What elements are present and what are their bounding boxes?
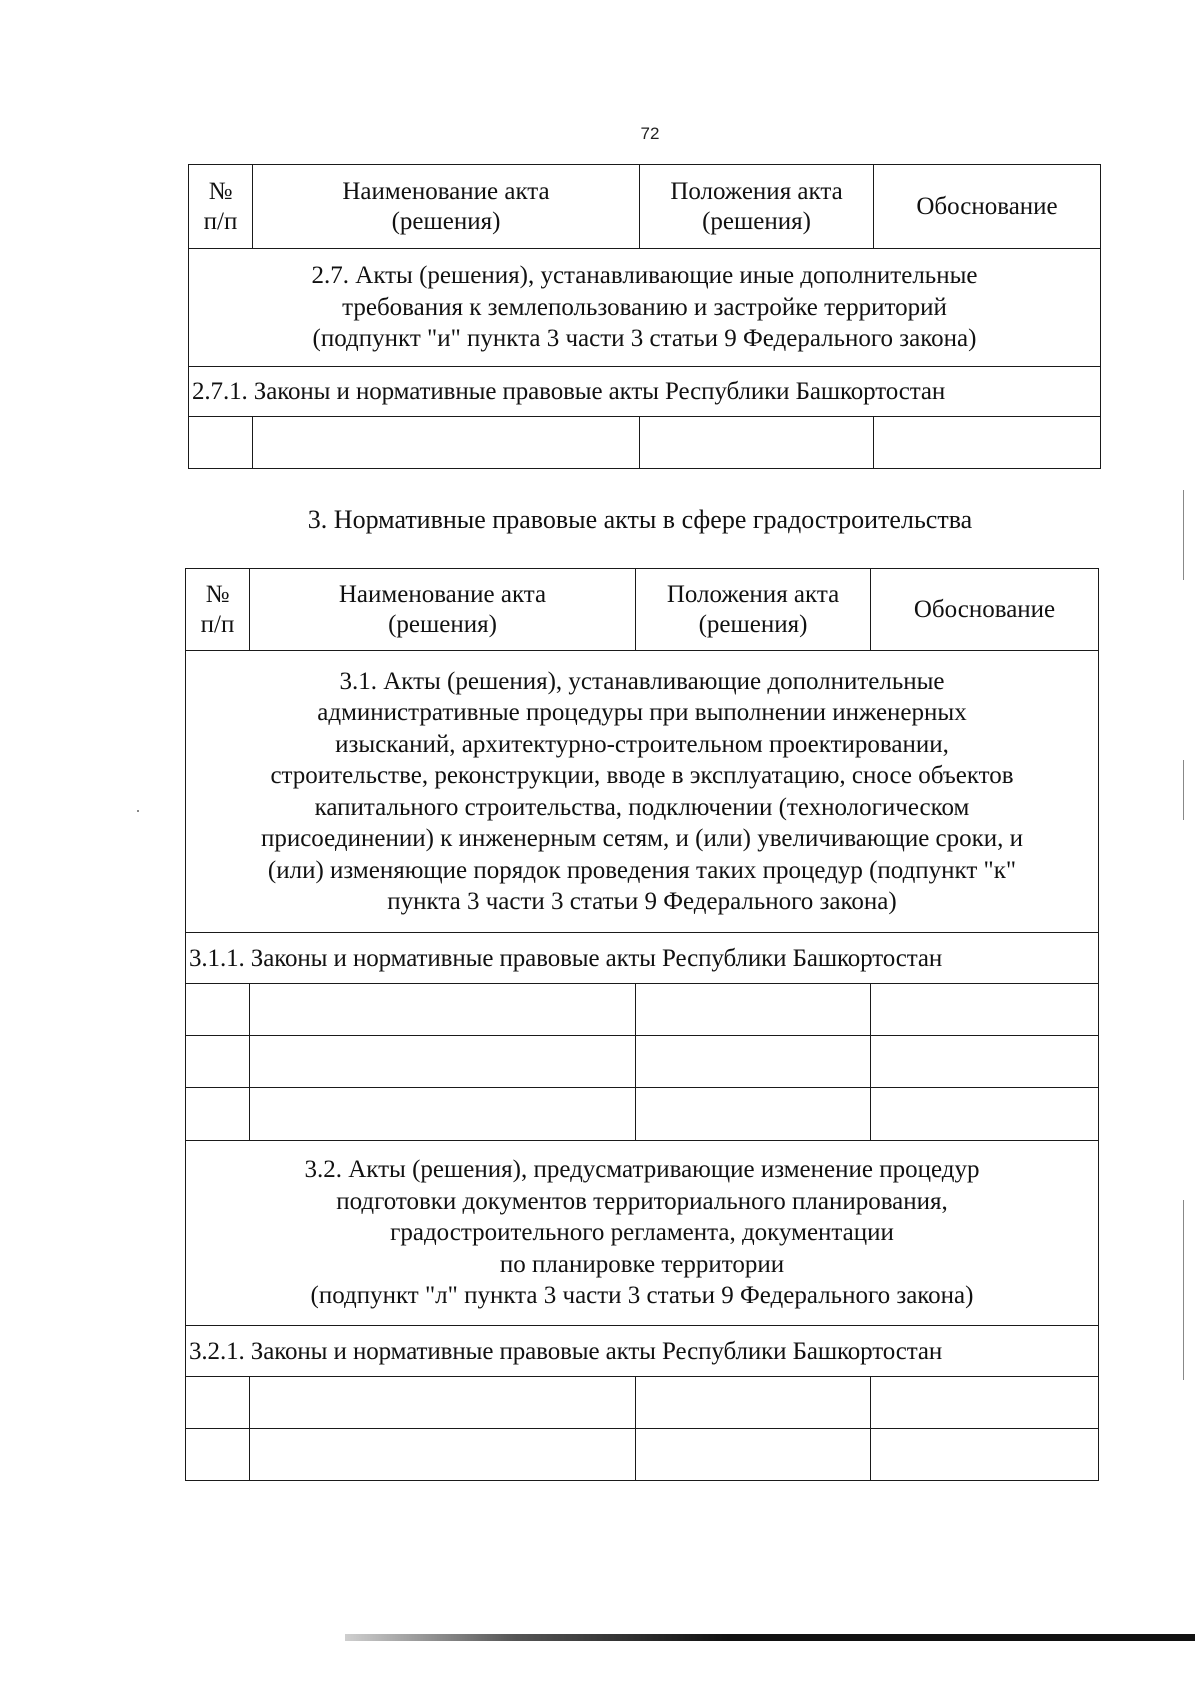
section-2-7-title: 2.7. Акты (решения), устанавливающие иные дополнительные требования к землепользованию и застройке территорий (подпункт "и" пункта 3 части 3 статьи 9 Федерального закона) [189,249,1101,367]
empty-cell [250,1088,636,1141]
empty-cell [871,1036,1099,1088]
empty-cell [871,1429,1099,1481]
empty-cell [250,1429,636,1481]
table-header-row [186,569,1099,651]
subsection-3-2-1-title: 3.2.1. Законы и нормативные правовые акты Республики Башкортостан [186,1326,1099,1377]
scan-edge-mark [1183,490,1184,580]
section-3-1-title: 3.1. Акты (решения), устанавливающие дополнительные административные процедуры при выполнении инженерных изысканий, архитектурно-строительном проектировании, строительстве, реконструкции, вводе в эксплуатацию, сносе объектов капитального строительства, подключении (технологическом присоединении) к инженерным сетям, и (или) увеличивающие сроки, и (или) изменяющие порядок проведения таких процедур (подпункт "к" пункта 3 части 3 статьи 9 Федерального закона) [186,651,1099,933]
subsection-row [186,933,1099,984]
scan-edge-mark [1183,1200,1184,1380]
header-justification: Обоснование [871,569,1099,651]
bottom-scan-rule [345,1634,1195,1641]
table-row [189,417,1101,469]
empty-cell [250,1036,636,1088]
subsection-row [189,367,1101,417]
empty-cell [186,984,250,1036]
empty-cell [250,1377,636,1429]
empty-cell [636,1429,871,1481]
header-num: № п/п [189,165,253,249]
empty-cell [186,1088,250,1141]
page-number: 72 [640,124,660,143]
scan-edge-mark [137,810,139,812]
header-num: № п/п [186,569,250,651]
empty-cell [253,417,640,469]
empty-cell [186,1036,250,1088]
empty-cell [871,1088,1099,1141]
table-row [186,1088,1099,1141]
section-3-2-title: 3.2. Акты (решения), предусматривающие изменение процедур подготовки документов территориального планирования, градостроительного регламента, документации по планировке территории (подпункт "л" пункта 3 части 3 статьи 9 Федерального закона) [186,1141,1099,1326]
table-row [186,1036,1099,1088]
table-section-2-7 [188,164,1101,469]
empty-cell [636,1377,871,1429]
subsection-2-7-1-title: 2.7.1. Законы и нормативные правовые акты Республики Башкортостан [189,367,1101,417]
empty-cell [871,1377,1099,1429]
table-row [186,1429,1099,1481]
header-act-provisions: Положения акта (решения) [640,165,874,249]
empty-cell [871,984,1099,1036]
scan-edge-mark [1183,760,1184,820]
section-row [186,651,1099,933]
section-row [189,249,1101,367]
header-act-name: Наименование акта (решения) [253,165,640,249]
empty-cell [186,1429,250,1481]
table-row [186,1377,1099,1429]
empty-cell [640,417,874,469]
header-act-name: Наименование акта (решения) [250,569,636,651]
header-justification: Обоснование [874,165,1101,249]
empty-cell [189,417,253,469]
table-row [186,984,1099,1036]
header-act-provisions: Положения акта (решения) [636,569,871,651]
empty-cell [636,1088,871,1141]
empty-cell [636,1036,871,1088]
empty-cell [250,984,636,1036]
empty-cell [874,417,1101,469]
section-row [186,1141,1099,1326]
empty-cell [186,1377,250,1429]
empty-cell [636,984,871,1036]
table-section-3 [185,568,1099,1481]
table-header-row [189,165,1101,249]
subsection-3-1-1-title: 3.1.1. Законы и нормативные правовые акты Республики Башкортостан [186,933,1099,984]
subsection-row [186,1326,1099,1377]
section-3-heading: 3. Нормативные правовые акты в сфере градостроительства [307,505,973,534]
